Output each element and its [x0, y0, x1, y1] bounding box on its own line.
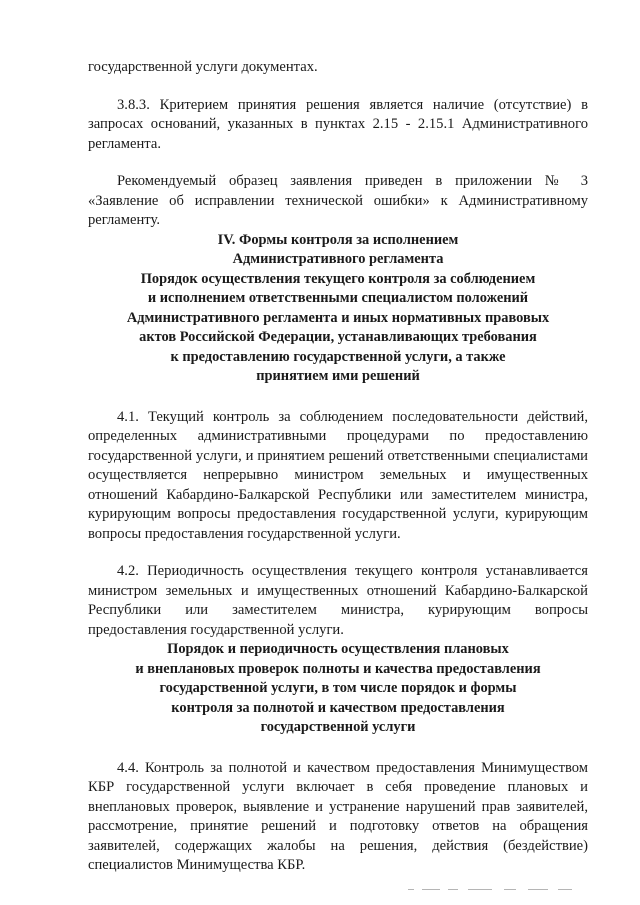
subheading-line: Порядок осуществления текущего контроля за соблюдением — [140, 270, 536, 287]
paragraph-3-8-3: 3.8.3. Критерием принятия решения является наличие (отсутствие) в запросах оснований, указанных в пунктах 2.15 - 2.15.1 Административного регламента. — [88, 96, 588, 152]
section-heading-iv — [88, 231, 588, 270]
subheading-line: и внеплановых проверок полноты и качества предоставления — [135, 660, 541, 677]
paragraph-4-2: 4.2. Периодичность осуществления текущего контроля устанавливается министром земельных и имущественных отношений Кабардино-Балкарской Республики или заместителем министра, курирующим вопросы предоставления государственной услуги. — [88, 563, 588, 638]
paragraph-4-1: 4.1. Текущий контроль за соблюдением последовательности действий, определенных административными процедурами по предоставлению государственной услуги, и принятием решений ответственными специалистами осуществляется непрерывно министром земельных и имущественных отношений Кабардино-Балкарской Республики или заместителем министра, курирующим вопросы предоставления государственной услуги, курирующим вопросы предоставления государственной услуги. — [88, 408, 588, 542]
document-page — [88, 58, 588, 876]
subheading-line: к предоставлению государственной услуги, а также — [170, 348, 506, 365]
subheading-line: Административного регламента и иных нормативных правовых — [126, 309, 550, 326]
scan-mark — [422, 889, 440, 890]
subheading-line: контроля за полнотой и качеством предоставления — [171, 699, 505, 716]
section-heading-line: Административного регламента — [232, 251, 444, 267]
subheading-line: Порядок и периодичность осуществления плановых — [167, 641, 509, 657]
subheading-inspections — [88, 640, 588, 738]
scan-mark — [408, 889, 414, 890]
section-heading-line: IV. Формы контроля за исполнением — [217, 231, 459, 248]
paragraph-sample-form: Рекомендуемый образец заявления приведен в приложении № 3 «Заявление об исправлении технической ошибки» к Административному регламенту. — [88, 173, 588, 228]
subheading-line: актов Российской Федерации, устанавливающих требования — [139, 329, 537, 345]
scan-artifact-marks — [408, 889, 578, 891]
subheading-line: государственной услуги, в том числе порядок и формы — [159, 680, 517, 696]
subheading-line: принятием ими решений — [256, 368, 420, 384]
scan-mark — [558, 889, 572, 890]
paragraph-4-4: 4.4. Контроль за полнотой и качеством предоставления Минимуществом КБР государственной услуги включает в себя проведение плановых и внеплановых проверок, выявление и устранение нарушений прав заявителей, рассмотрение, принятие решений и подготовку ответов на обращения заявителей, содержащих жалобы на решения, действия (бездействие) специалистов Минимущества КБР. — [88, 759, 588, 873]
scan-mark — [528, 889, 548, 890]
subheading-current-control — [88, 270, 588, 387]
scan-mark — [468, 889, 492, 890]
paragraph-continuation: государственной услуги документах. — [88, 59, 318, 75]
scan-mark — [448, 889, 458, 890]
scan-mark — [504, 889, 516, 890]
subheading-line: и исполнением ответственными специалистом положений — [147, 290, 529, 306]
subheading-line: государственной услуги — [260, 719, 416, 735]
